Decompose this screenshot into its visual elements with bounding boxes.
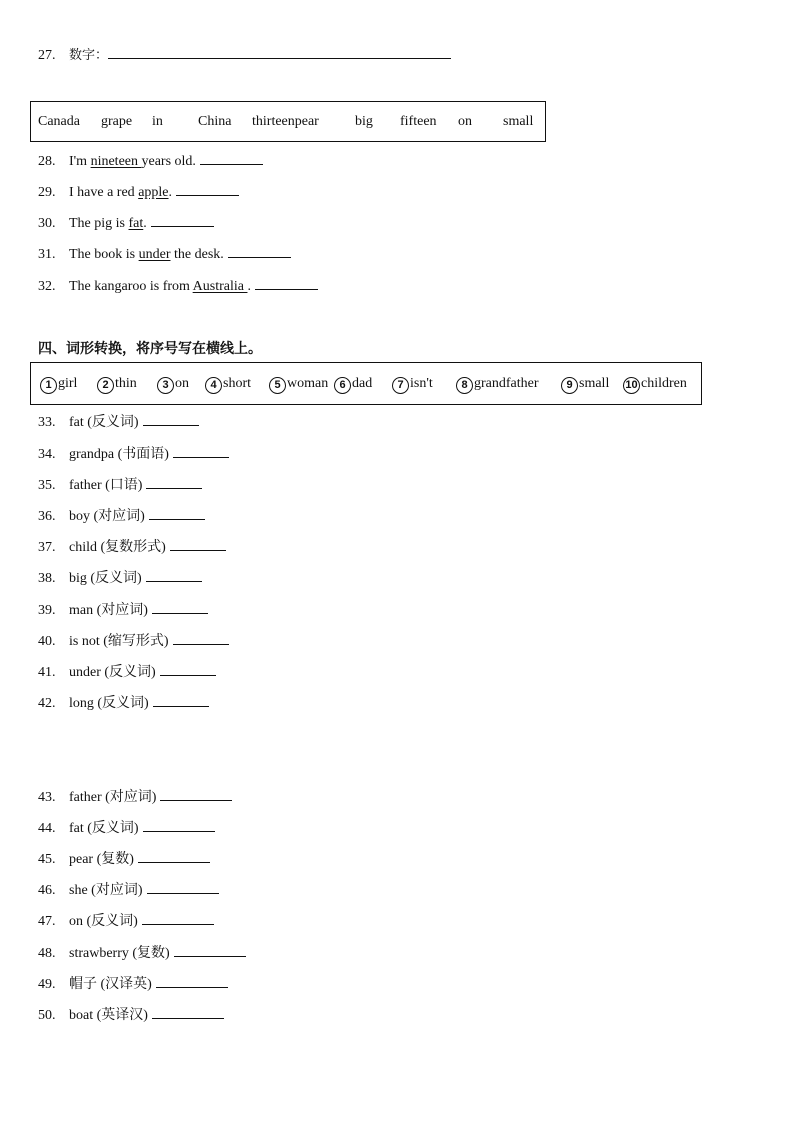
circled-number-icon: 8 xyxy=(456,377,473,394)
word-bank-box xyxy=(30,101,546,142)
word-bank-box xyxy=(30,362,702,405)
word-bank-item: 9 small xyxy=(561,376,609,394)
question-30 xyxy=(38,213,214,233)
circled-number-icon: 6 xyxy=(334,377,351,394)
question-number: 44. xyxy=(38,821,56,836)
question-number: 37. xyxy=(38,540,56,555)
circled-number-icon: 1 xyxy=(40,377,57,394)
underlined-word: Australia xyxy=(192,279,248,294)
question-text: under (反义词) xyxy=(69,665,156,680)
question-48 xyxy=(38,943,246,963)
question-text: . xyxy=(168,185,173,200)
question-number: 38. xyxy=(38,571,56,586)
answer-blank[interactable] xyxy=(153,693,209,707)
question-35 xyxy=(38,475,202,495)
question-number: 32. xyxy=(38,279,56,294)
question-44 xyxy=(38,818,215,838)
question-number: 36. xyxy=(38,509,56,524)
circled-number-icon: 2 xyxy=(97,377,114,394)
answer-blank[interactable] xyxy=(170,537,226,551)
question-39 xyxy=(38,600,208,620)
section-heading: 四、词形转换，将序号写在横线上。 xyxy=(38,341,262,357)
question-38 xyxy=(38,568,202,588)
question-number: 47. xyxy=(38,914,56,929)
question-31 xyxy=(38,244,291,264)
question-text: is not (缩写形式) xyxy=(69,634,169,649)
word-bank-item: 6 dad xyxy=(334,376,372,394)
answer-blank[interactable] xyxy=(149,506,205,520)
answer-blank[interactable] xyxy=(143,412,199,426)
answer-blank[interactable] xyxy=(138,849,210,863)
question-text: pear (复数) xyxy=(69,852,134,867)
question-text: . xyxy=(247,279,251,294)
question-number: 48. xyxy=(38,946,56,961)
question-number: 45. xyxy=(38,852,56,867)
question-number: 27. xyxy=(38,48,56,63)
question-number: 50. xyxy=(38,1008,56,1023)
answer-blank[interactable] xyxy=(174,943,246,957)
question-text: . xyxy=(143,216,147,231)
question-text: The pig is xyxy=(69,216,129,231)
question-45 xyxy=(38,849,210,869)
underlined-word: fat xyxy=(128,216,144,231)
answer-blank[interactable] xyxy=(228,244,291,258)
word-bank-item: big xyxy=(355,114,373,129)
question-text: long (反义词) xyxy=(69,696,149,711)
answer-blank[interactable] xyxy=(152,600,208,614)
question-text: 帽子 (汉译英) xyxy=(69,977,152,992)
question-label: 数字： xyxy=(69,48,109,63)
answer-blank[interactable] xyxy=(160,662,216,676)
question-33 xyxy=(38,412,199,432)
question-47 xyxy=(38,911,214,931)
word-bank-item: 4 short xyxy=(205,376,251,394)
question-34 xyxy=(38,444,229,464)
question-text: I have a red xyxy=(69,185,139,200)
underlined-word: under xyxy=(138,247,171,262)
word-bank-item: 2 thin xyxy=(97,376,137,394)
question-text: boat (英译汉) xyxy=(69,1008,148,1023)
question-text: fat (反义词) xyxy=(69,415,139,430)
question-28 xyxy=(38,151,263,171)
question-text: father (对应词) xyxy=(69,790,157,805)
word-bank-item: on xyxy=(458,114,472,129)
word-bank-item: Canada xyxy=(38,114,80,129)
answer-blank[interactable] xyxy=(147,880,219,894)
question-text: strawberry (复数) xyxy=(69,946,170,961)
question-number: 42. xyxy=(38,696,56,711)
question-27 xyxy=(38,45,451,65)
question-number: 29. xyxy=(38,185,56,200)
question-text: years old. xyxy=(141,154,196,169)
answer-blank[interactable] xyxy=(173,631,229,645)
word-bank-item: 3 on xyxy=(157,376,189,394)
circled-number-icon: 9 xyxy=(561,377,578,394)
answer-blank[interactable] xyxy=(146,568,202,582)
question-number: 43. xyxy=(38,790,56,805)
question-text: on (反义词) xyxy=(69,914,138,929)
word-bank-item: grape xyxy=(101,114,133,129)
question-text: boy (对应词) xyxy=(69,509,145,524)
question-text: child (复数形式) xyxy=(69,540,166,555)
question-36 xyxy=(38,506,205,526)
question-number: 33. xyxy=(38,415,56,430)
question-text: she (对应词) xyxy=(69,883,143,898)
question-text: man (对应词) xyxy=(69,603,148,618)
underlined-word: nineteen xyxy=(90,154,142,169)
underlined-word: apple xyxy=(138,185,169,200)
answer-blank[interactable] xyxy=(146,475,202,489)
question-text: The kangaroo is from xyxy=(69,279,193,294)
question-46 xyxy=(38,880,219,900)
question-50 xyxy=(38,1005,224,1025)
circled-number-icon: 7 xyxy=(392,377,409,394)
question-text: grandpa (书面语) xyxy=(69,447,169,462)
question-number: 40. xyxy=(38,634,56,649)
answer-blank[interactable] xyxy=(176,182,239,196)
answer-blank[interactable] xyxy=(200,151,263,165)
word-bank-item: 1 girl xyxy=(40,376,77,394)
question-text: fat (反义词) xyxy=(69,821,139,836)
answer-blank[interactable] xyxy=(255,276,318,290)
circled-number-icon: 10 xyxy=(623,377,640,394)
question-number: 34. xyxy=(38,447,56,462)
answer-blank[interactable] xyxy=(108,45,451,59)
question-text: I'm xyxy=(69,154,91,169)
question-37 xyxy=(38,537,226,557)
answer-blank[interactable] xyxy=(152,1005,224,1019)
question-text: father (口语) xyxy=(69,478,143,493)
question-49 xyxy=(38,974,228,994)
question-32 xyxy=(38,276,318,296)
question-number: 41. xyxy=(38,665,56,680)
question-number: 39. xyxy=(38,603,56,618)
word-bank-item: fifteen xyxy=(400,114,437,129)
word-bank-item: thirteenpear xyxy=(252,114,319,129)
question-number: 49. xyxy=(38,977,56,992)
question-42 xyxy=(38,693,209,713)
word-bank-item: in xyxy=(152,114,163,129)
question-text: the desk. xyxy=(170,247,224,262)
word-bank-item: China xyxy=(198,114,232,129)
circled-number-icon: 3 xyxy=(157,377,174,394)
word-bank-item: 10 children xyxy=(623,376,687,394)
question-text: big (反义词) xyxy=(69,571,142,586)
circled-number-icon: 4 xyxy=(205,377,222,394)
answer-blank[interactable] xyxy=(156,974,228,988)
question-41 xyxy=(38,662,216,682)
answer-blank[interactable] xyxy=(142,911,214,925)
question-40 xyxy=(38,631,229,651)
question-number: 30. xyxy=(38,216,56,231)
question-number: 46. xyxy=(38,883,56,898)
word-bank-item: 7 isn't xyxy=(392,376,433,394)
question-text: The book is xyxy=(69,247,139,262)
answer-blank[interactable] xyxy=(143,818,215,832)
question-29 xyxy=(38,182,239,202)
word-bank-item: 5 woman xyxy=(269,376,328,394)
question-number: 28. xyxy=(38,154,56,169)
question-43 xyxy=(38,787,232,807)
answer-blank[interactable] xyxy=(173,444,229,458)
circled-number-icon: 5 xyxy=(269,377,286,394)
question-number: 35. xyxy=(38,478,56,493)
question-number: 31. xyxy=(38,247,56,262)
word-bank-item: 8 grandfather xyxy=(456,376,539,394)
answer-blank[interactable] xyxy=(151,213,214,227)
word-bank-item: small xyxy=(503,114,534,129)
answer-blank[interactable] xyxy=(160,787,232,801)
